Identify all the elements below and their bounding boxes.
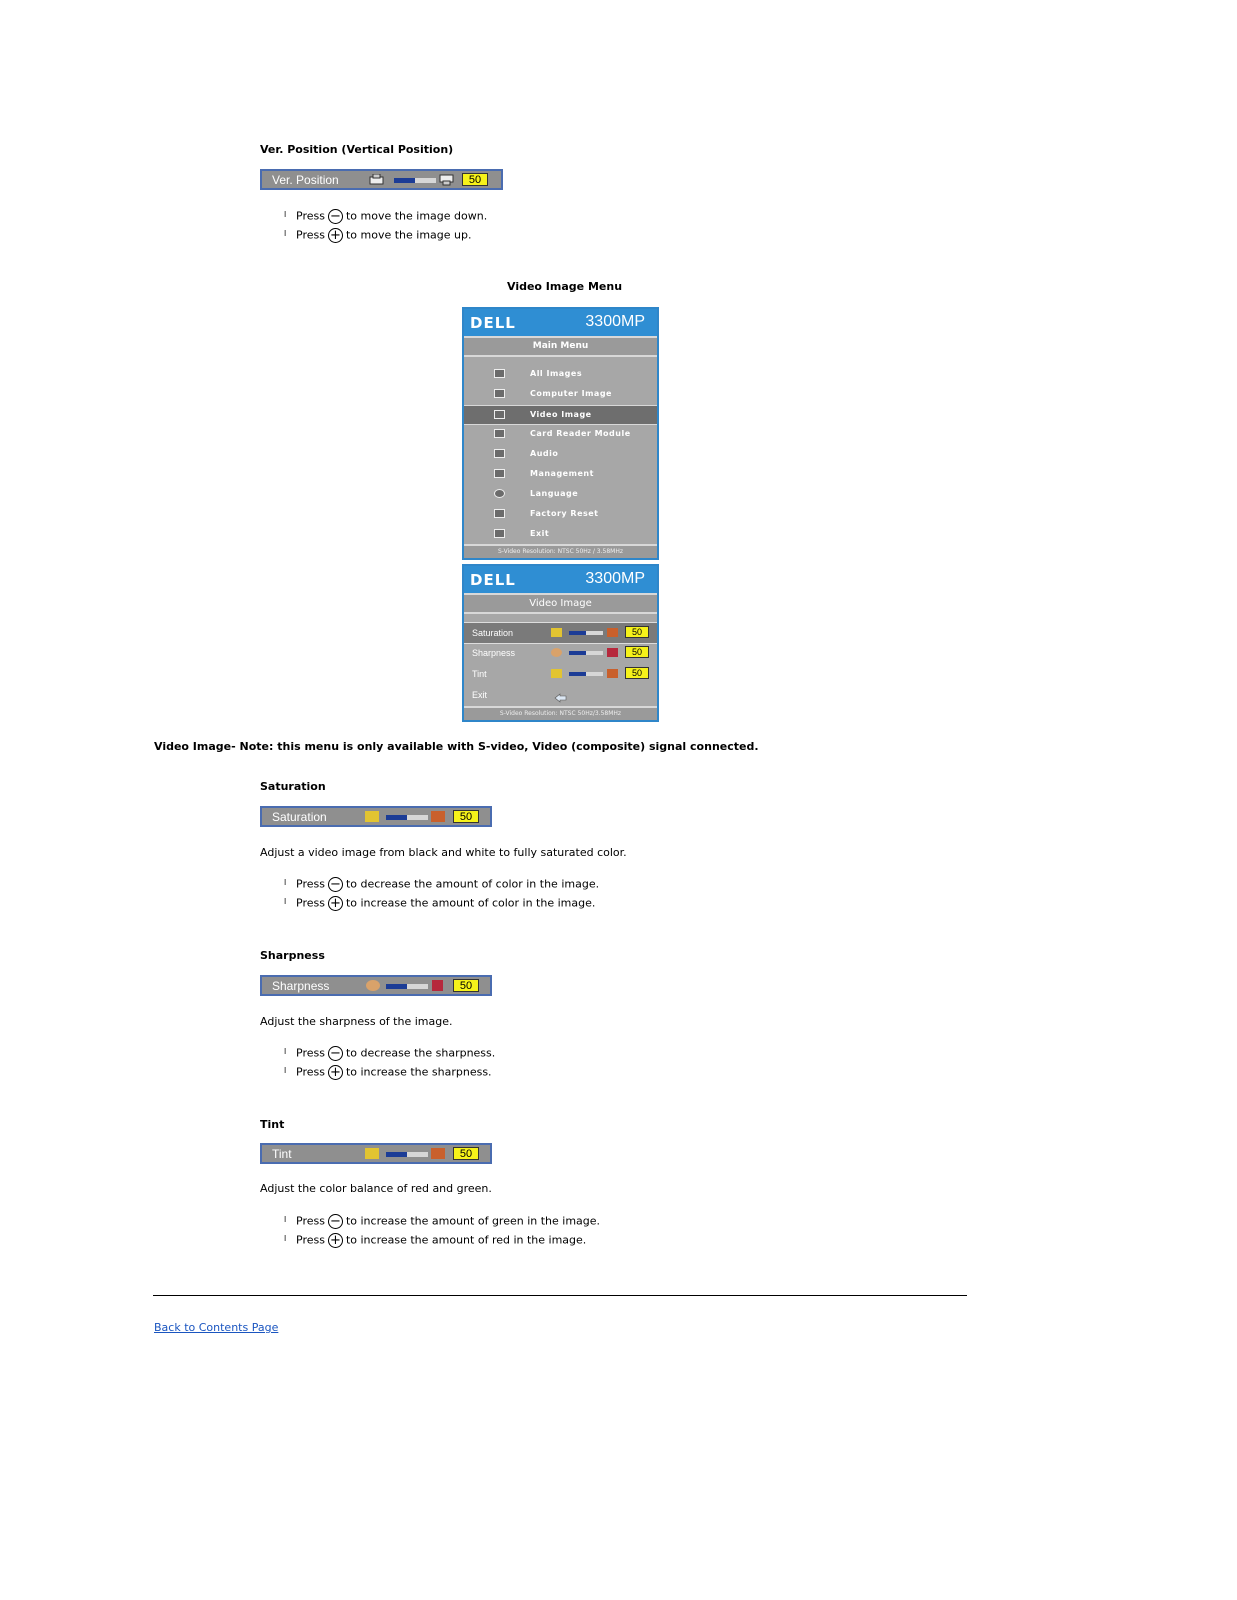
section-heading-tint: Tint [260, 1118, 285, 1131]
menu-item-card-reader-module[interactable]: Card Reader Module [464, 425, 657, 443]
video-image-note: Video Image- Note: this menu is only available with S-video, Video (composite) signal connected. [154, 740, 759, 753]
sharpness-low-icon [551, 648, 562, 657]
osd-track [394, 178, 436, 183]
minus-button-icon: − [328, 1214, 343, 1229]
menu-item-computer-image[interactable]: Computer Image [464, 385, 657, 403]
plus-button-icon: + [328, 1065, 343, 1080]
menu-item-exit[interactable]: Exit [464, 525, 657, 543]
menu-item-audio[interactable]: Audio [464, 445, 657, 463]
tint-red-icon [431, 1148, 445, 1159]
saturation-description: Adjust a video image from black and white to fully saturated color. [260, 846, 627, 859]
sharpness-description: Adjust the sharpness of the image. [260, 1015, 453, 1028]
sharpness-low-icon [366, 980, 380, 991]
saturation-high-icon [607, 628, 618, 637]
menu-item-all-images[interactable]: All Images [464, 365, 657, 383]
osd-value: 50 [453, 810, 479, 823]
tint-red-icon [607, 669, 618, 678]
video-image-footer: S-Video Resolution: NTSC 50Hz/3.58MHz [464, 706, 657, 720]
main-menu-panel [462, 307, 659, 560]
section-heading-ver-position: Ver. Position (Vertical Position) [260, 143, 454, 156]
list-item: l Press − to decrease the sharpness. [284, 1046, 496, 1061]
main-menu-header: Main Menu [464, 336, 657, 357]
osd-label: Sharpness [272, 979, 330, 993]
list-item: l Press + to increase the sharpness. [284, 1065, 492, 1080]
osd-value: 50 [453, 1147, 479, 1160]
sharpness-high-icon [432, 980, 443, 991]
list-item: l Press + to move the image up. [284, 228, 472, 243]
osd-track [386, 1152, 428, 1157]
ver-position-osd [260, 169, 503, 190]
row-tint[interactable]: Tint 50 [464, 664, 657, 684]
model-name: 3300MP [585, 313, 645, 330]
saturation-high-icon [431, 811, 445, 822]
audio-icon [494, 449, 505, 458]
sharpness-high-icon [607, 648, 618, 657]
list-item: l Press − to decrease the amount of color in the image. [284, 877, 600, 892]
move-down-icon [369, 174, 383, 185]
panel-header [464, 309, 657, 336]
panel-header [464, 566, 657, 593]
model-name: 3300MP [585, 570, 645, 587]
card-reader-icon [494, 429, 505, 438]
video-image-panel [462, 564, 659, 722]
horizontal-rule [153, 1295, 967, 1296]
osd-value: 50 [453, 979, 479, 992]
back-to-contents-link[interactable]: Back to Contents Page [154, 1321, 279, 1334]
video-image-icon [494, 410, 505, 419]
exit-icon [494, 529, 505, 538]
list-item: l Press − to increase the amount of green in the image. [284, 1214, 601, 1229]
all-images-icon [494, 369, 505, 378]
move-up-icon [439, 174, 453, 185]
menu-item-management[interactable]: Management [464, 465, 657, 483]
tint-osd [260, 1143, 492, 1164]
saturation-low-icon [365, 811, 379, 822]
menu-title: Video Image Menu [507, 280, 623, 293]
row-exit[interactable]: Exit [464, 685, 657, 705]
section-heading-saturation: Saturation [260, 780, 326, 793]
exit-arrow-icon [554, 690, 566, 699]
osd-label: Ver. Position [272, 173, 339, 187]
menu-item-language[interactable]: Language [464, 485, 657, 503]
osd-track [386, 984, 428, 989]
plus-button-icon: + [328, 228, 343, 243]
saturation-osd [260, 806, 492, 827]
section-heading-sharpness: Sharpness [260, 949, 325, 962]
factory-reset-icon [494, 509, 505, 518]
osd-value: 50 [462, 173, 488, 186]
plus-button-icon: + [328, 1233, 343, 1248]
menu-item-video-image[interactable]: Video Image [464, 405, 657, 425]
minus-button-icon: − [328, 209, 343, 224]
tint-green-icon [365, 1148, 379, 1159]
row-sharpness[interactable]: Sharpness 50 [464, 643, 657, 663]
minus-button-icon: − [328, 877, 343, 892]
video-image-header: Video Image [464, 593, 657, 614]
menu-item-factory-reset[interactable]: Factory Reset [464, 505, 657, 523]
osd-label: Saturation [272, 810, 327, 824]
management-icon [494, 469, 505, 478]
language-icon [494, 489, 505, 498]
sharpness-osd [260, 975, 492, 996]
dell-logo: DELL [470, 314, 516, 332]
list-item: l Press − to move the image down. [284, 209, 488, 224]
minus-button-icon: − [328, 1046, 343, 1061]
row-saturation[interactable]: Saturation 50 [464, 622, 657, 644]
osd-track [386, 815, 428, 820]
list-item: l Press + to increase the amount of color in the image. [284, 896, 596, 911]
computer-image-icon [494, 389, 505, 398]
plus-button-icon: + [328, 896, 343, 911]
saturation-low-icon [551, 628, 562, 637]
tint-description: Adjust the color balance of red and green. [260, 1182, 492, 1195]
tint-green-icon [551, 669, 562, 678]
osd-label: Tint [272, 1147, 292, 1161]
list-item: l Press + to increase the amount of red in the image. [284, 1233, 587, 1248]
dell-logo: DELL [470, 571, 516, 589]
main-menu-footer: S-Video Resolution: NTSC 50Hz / 3.58MHz [464, 544, 657, 558]
